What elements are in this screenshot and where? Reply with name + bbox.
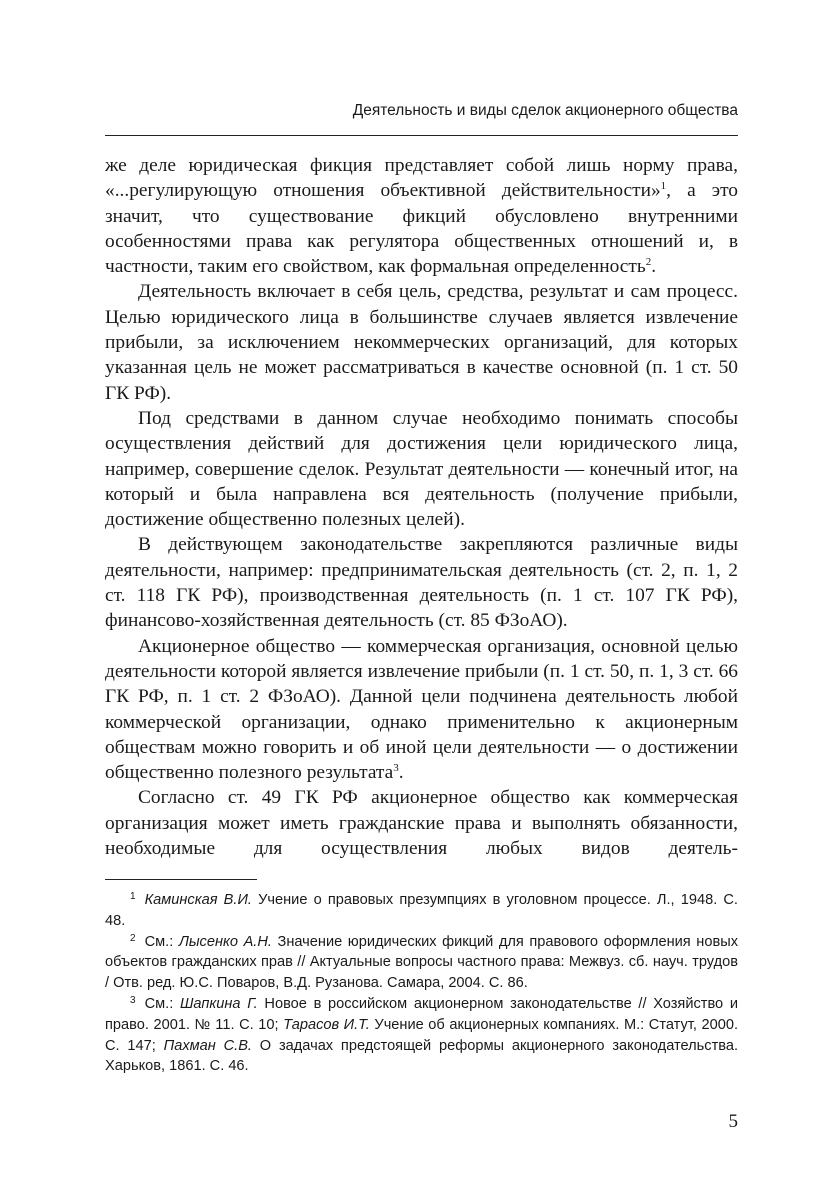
main-text [105,153,738,861]
paragraph-1-part-c: . [651,256,657,278]
paragraph-6: Согласно ст. 49 ГК РФ акционерное общество как коммерческая организация может иметь гражданские права и выполнять обязанности, необходимые для осуществления любых видов деятель- [105,787,738,860]
footnote-rule [105,879,257,880]
page-number: 5 [728,1111,738,1132]
footnote-3-text: Новое в российском акционерном законодательстве // Хозяйство и право. 2001. № 11. С. 10; [105,995,739,1033]
footnote-2-mark: 2 [130,932,136,944]
footnote-3-author-2: Тарасов И.Т. [283,1016,370,1033]
footnote-1 [105,890,738,932]
paragraph-3: Под средствами в данном случае необходимо понимать способы осуществления действий для достижения цели юридического лица, например, совершение сделок. Результат деятельности — конечный итог, на который и была направлена вся деятельность (получение прибыли, достижение общественно полезных целей). [105,407,738,531]
header-rule [105,135,738,136]
paragraph-1-part-a: же деле юридическая фикция представляет собой лишь норму права, «...регулирующую отношения объективной действительности» [105,155,738,202]
footnote-ref-3: 3 [393,762,399,775]
footnote-3-text-3: О задачах предстоящей реформы акционерного законодательства. Харьков, 1861. С. 46. [105,1037,739,1075]
footnote-2-prefix: См.: [144,933,179,950]
footnote-3-author: Шапкина Г. [179,995,258,1012]
footnote-3-prefix: См.: [144,995,180,1012]
footnote-ref-2: 2 [645,256,652,269]
footnote-ref-1: 1 [660,180,667,193]
paragraph-1-part-b: , а это значит, что существование фикций обусловлено внутренними особенностями права как регулятора общественных отношений и, в частности, таким его свойством, как формальная определенность [105,180,738,278]
paragraph-5 [105,634,738,786]
footnote-3-text-2: Учение об акционерных компаниях. М.: Статут, 2000. С. 147; [105,1016,739,1054]
footnote-3 [105,994,738,1077]
footnote-1-text: Учение о правовых презумпциях в уголовном процессе. Л., 1948. С. 48. [105,892,738,929]
paragraph-1 [105,153,738,279]
footnote-1-author: Каминская В.И. [144,892,252,908]
paragraph-4: В действующем законодательстве закрепляются различные виды деятельности, например: предпринимательская деятельность (ст. 2, п. 1, 2 ст. 118 ГК РФ), производственная деятельность (п. 1 ст. 107 ГК РФ), финансово-хозяйственная деятельность (ст. 85 ФЗоАО). [105,534,738,632]
paragraph-5-part-b: . [398,762,404,784]
footnote-2 [105,932,738,994]
footnote-1-mark: 1 [130,891,136,902]
running-title: Деятельность и виды сделок акционерного общества [352,102,738,119]
footnote-3-author-3: Пахман С.В. [163,1037,252,1054]
footnote-3-mark: 3 [130,994,136,1006]
footnote-2-author: Лысенко А.Н. [178,933,272,950]
paragraph-2: Деятельность включает в себя цель, средства, результат и сам процесс. Целью юридического лица в большинстве случаев является извлечение прибыли, за исключением некоммерческих организаций, для которых указанная цель не может рассматриваться в качестве основной (п. 1 ст. 50 ГК РФ). [105,281,738,404]
footnotes [105,890,738,1077]
footnote-2-text: Значение юридических фикций для правового оформления новых объектов гражданских прав // Актуальные вопросы частного права: Межвуз. сб. науч. трудов / Отв. ред. Ю.С. Поваров, В.Д. Рузанова. Самара, 2004. С. 86. [105,933,738,992]
paragraph-5-part-a: Акционерное общество — коммерческая организация, основной целью деятельности которой является извлечение прибыли (п. 1 ст. 50, п. 1, 3 ст. 66 ГК РФ, п. 1 ст. 2 ФЗоАО). Данной цели подчинена деятельность любой коммерческой организации, однако применительно к акционерным обществам можно говорить и об иной цели деятельности — о достижении общественно полезного результата [105,635,738,784]
